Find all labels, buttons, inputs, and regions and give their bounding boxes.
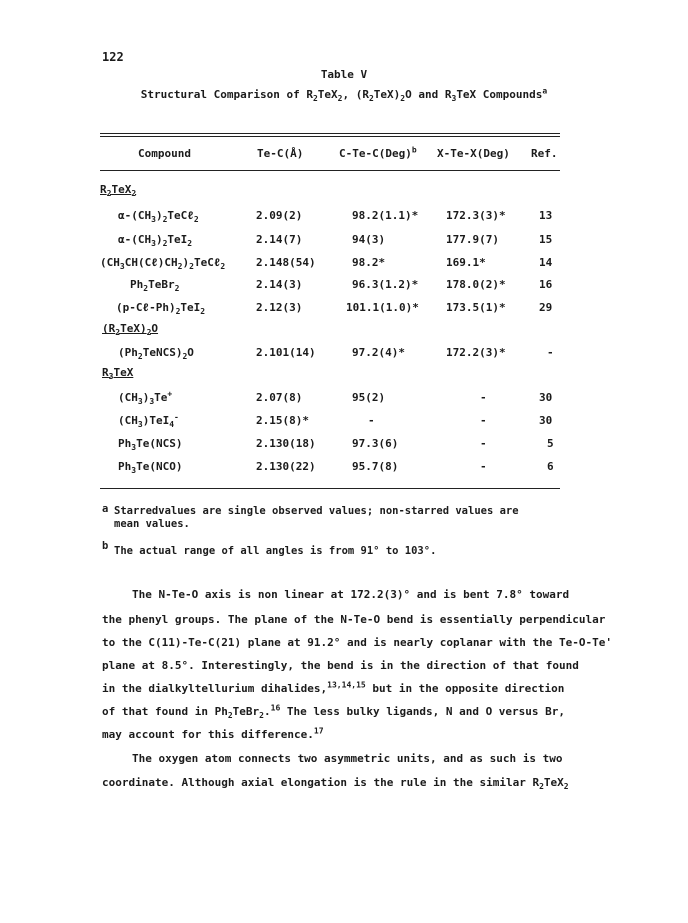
row-6-x-te-x: 172.2(3)* (446, 346, 506, 359)
row-7-x-te-x: - (480, 391, 487, 404)
row-4-ref: 16 (539, 278, 553, 291)
row-10-x-te-x: - (480, 460, 487, 473)
row-1-ref: 13 (539, 209, 553, 222)
row-9-te-c: 2.130(18) (256, 437, 316, 450)
row-4-compound: $Ph_2TeBr_2$ (130, 278, 180, 294)
row-9-compound: $Ph_3Te(NCS)$ (118, 437, 183, 453)
footnote-b-text: The actual range of all angles is from 91° to 103°. (114, 545, 437, 557)
table-top-rule-2 (100, 136, 560, 137)
para-line-9: coordinate. Although axial elongation is the rule in the similar $R_2TeX_2$ (102, 776, 569, 792)
row-1-compound: $\alpha-(CH_3)_2TeC\ell_2$ (118, 209, 199, 225)
row-9-x-te-x: - (480, 437, 487, 450)
row-8-compound: $(CH_3)TeI_4^-$ (118, 412, 179, 430)
row-5-te-c: 2.12(3) (256, 301, 303, 314)
row-6-c-te-c: 97.2(4)* (352, 346, 405, 359)
row-7-te-c: 2.07(8) (256, 391, 303, 404)
footnote-a-line2: mean values. (114, 518, 190, 530)
header-x-te-x: X-Te-X(Deg) (437, 147, 510, 160)
table-title: Structural Comparison of $R_2TeX_2$, $(R_2TeX)_2O$ and $R_3TeX$ Compounds$^a$ (140, 86, 548, 104)
header-c-te-c: C-Te-C(Deg)$^b$ (339, 145, 417, 160)
row-5-compound: $(p-C\ell-Ph)_2TeI_2$ (116, 301, 206, 317)
header-ref: Ref. (531, 147, 558, 160)
para-line-3: to the C(11)-Te-C(21) plane at 91.2° and is nearly coplanar with the Te-O-Te' (102, 636, 612, 649)
row-7-c-te-c: 95(2) (352, 391, 386, 404)
row-9-ref: 5 (547, 437, 554, 450)
para-line-7: may account for this difference.$^{17}$ (102, 726, 324, 741)
row-3-te-c: 2.148(54) (256, 256, 316, 269)
row-6-te-c: 2.101(14) (256, 346, 316, 359)
table-top-rule (100, 133, 560, 134)
table-bottom-rule (100, 488, 560, 489)
body-paragraph (102, 588, 612, 808)
page-number: 122 (102, 50, 124, 64)
para-line-2: the phenyl groups. The plane of the N-Te-O bend is essentially perpendicular (102, 613, 606, 626)
row-4-te-c: 2.14(3) (256, 278, 303, 291)
row-5-x-te-x: 173.5(1)* (446, 301, 506, 314)
row-1-x-te-x: 172.3(3)* (446, 209, 506, 222)
row-2-x-te-x: 177.9(7) (446, 233, 499, 246)
para-line-8: The oxygen atom connects two asymmetric units, and as such is two (132, 752, 563, 765)
header-compound: Compound (138, 147, 191, 160)
section-r3tex: $R_3TeX$ (102, 366, 134, 382)
row-2-ref: 15 (539, 233, 553, 246)
row-2-te-c: 2.14(7) (256, 233, 303, 246)
para-line-6: of that found in $Ph_2TeBr_2.^{16}$ The less bulky ligands, N and O versus Br, (102, 703, 566, 721)
row-8-c-te-c: - (368, 414, 375, 427)
row-3-ref: 14 (539, 256, 553, 269)
header-te-c: Te-C(Å) (257, 147, 304, 160)
row-10-c-te-c: 95.7(8) (352, 460, 399, 473)
row-2-compound: $\alpha-(CH_3)_2TeI_2$ (118, 233, 193, 249)
footnote-a-mark: a (102, 503, 109, 515)
row-8-ref: 30 (539, 414, 553, 427)
row-10-te-c: 2.130(22) (256, 460, 316, 473)
row-6-ref: - (547, 346, 554, 359)
row-2-c-te-c: 94(3) (352, 233, 386, 246)
row-7-compound: $(CH_3)_3Te^+$ (118, 389, 173, 407)
row-4-x-te-x: 178.0(2)* (446, 278, 506, 291)
para-line-1: The N-Te-O axis is non linear at 172.2(3)° and is bent 7.8° toward (132, 588, 570, 601)
footnote-a-line1: Starredvalues are single observed values; non-starred values are (114, 505, 519, 517)
row-6-compound: $(Ph_2TeNCS)_2O$ (118, 346, 194, 362)
header-rule (100, 170, 560, 171)
row-8-te-c: 2.15(8)* (256, 414, 309, 427)
para-line-5: in the dialkyltellurium dihalides,$^{13,14,15}$ but in the opposite direction (102, 680, 565, 695)
row-9-c-te-c: 97.3(6) (352, 437, 399, 450)
section-r2tex2: $R_2TeX_2$ (100, 183, 137, 199)
row-5-c-te-c: 101.1(1.0)* (346, 301, 419, 314)
row-1-te-c: 2.09(2) (256, 209, 303, 222)
table-label: Table V (320, 68, 368, 81)
row-10-compound: $Ph_3Te(NCO)$ (118, 460, 183, 476)
row-8-x-te-x: - (480, 414, 487, 427)
row-3-c-te-c: 98.2* (352, 256, 386, 269)
footnote-b-mark: b (102, 540, 109, 552)
row-1-c-te-c: 98.2(1.1)* (352, 209, 419, 222)
row-7-ref: 30 (539, 391, 553, 404)
row-3-compound: $(CH_3CH(C\ell)CH_2)_2TeC\ell_2$ (100, 256, 226, 272)
row-3-x-te-x: 169.1* (446, 256, 486, 269)
section-r2tex2o: $(R_2TeX)_2O$ (102, 322, 159, 338)
row-5-ref: 29 (539, 301, 553, 314)
row-10-ref: 6 (547, 460, 554, 473)
para-line-4: plane at 8.5°. Interestingly, the bend is in the direction of that found (102, 659, 579, 672)
row-4-c-te-c: 96.3(1.2)* (352, 278, 419, 291)
